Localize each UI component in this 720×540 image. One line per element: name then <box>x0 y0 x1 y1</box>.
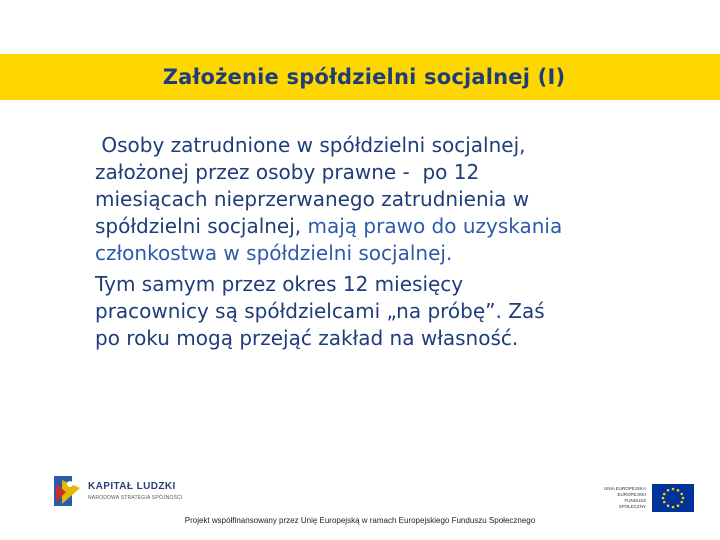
eu-logo-text-line: UNIA EUROPEJSKA <box>603 486 646 491</box>
body-line: założonej przez osoby prawne - po 12 <box>95 160 480 184</box>
body-line: spółdzielni socjalnej, <box>95 214 308 238</box>
title-bar <box>0 54 720 100</box>
kapital-ludzki-text <box>88 481 183 501</box>
slide-title: Założenie spółdzielni socjalnej (I) <box>162 65 566 89</box>
body-line: pracownicy są spółdzielcami „na próbę”. Zaś <box>95 299 545 323</box>
kapital-ludzki-subtitle: NARODOWA STRATEGIA SPÓJNOŚCI <box>88 495 183 501</box>
kapital-ludzki-logo-icon <box>50 474 82 508</box>
eu-flag-icon <box>652 484 694 512</box>
body-highlight: mają prawo do uzyskania <box>307 214 563 238</box>
footer-caption: Projekt współfinansowany przez Unię Europejską w ramach Europejskiego Funduszu Społecznego <box>184 516 536 525</box>
body-line: miesiącach nieprzerwanego zatrudnienia w <box>95 187 530 211</box>
eu-logo-text-line: EUROPEJSKI <box>617 492 646 497</box>
body-line: Tym samym przez okres 12 miesięcy <box>95 272 464 296</box>
body-paragraph-1 <box>95 132 695 267</box>
body-highlight: członkostwa w spółdzielni socjalnej. <box>95 241 453 265</box>
eu-logo-text <box>598 486 646 510</box>
slide-body <box>95 132 695 352</box>
body-line: po roku mogą przejąć zakład na własność. <box>95 326 519 350</box>
eu-logo-text-line: FUNDUSZ SPOŁECZNY <box>618 498 646 509</box>
kapital-ludzki-logo <box>50 474 183 508</box>
kapital-ludzki-title: KAPITAŁ LUDZKI <box>88 481 176 492</box>
body-paragraph-2 <box>95 271 695 352</box>
body-line: Osoby zatrudnione w spółdzielni socjalnej, <box>95 133 526 157</box>
eu-logo <box>598 484 694 512</box>
